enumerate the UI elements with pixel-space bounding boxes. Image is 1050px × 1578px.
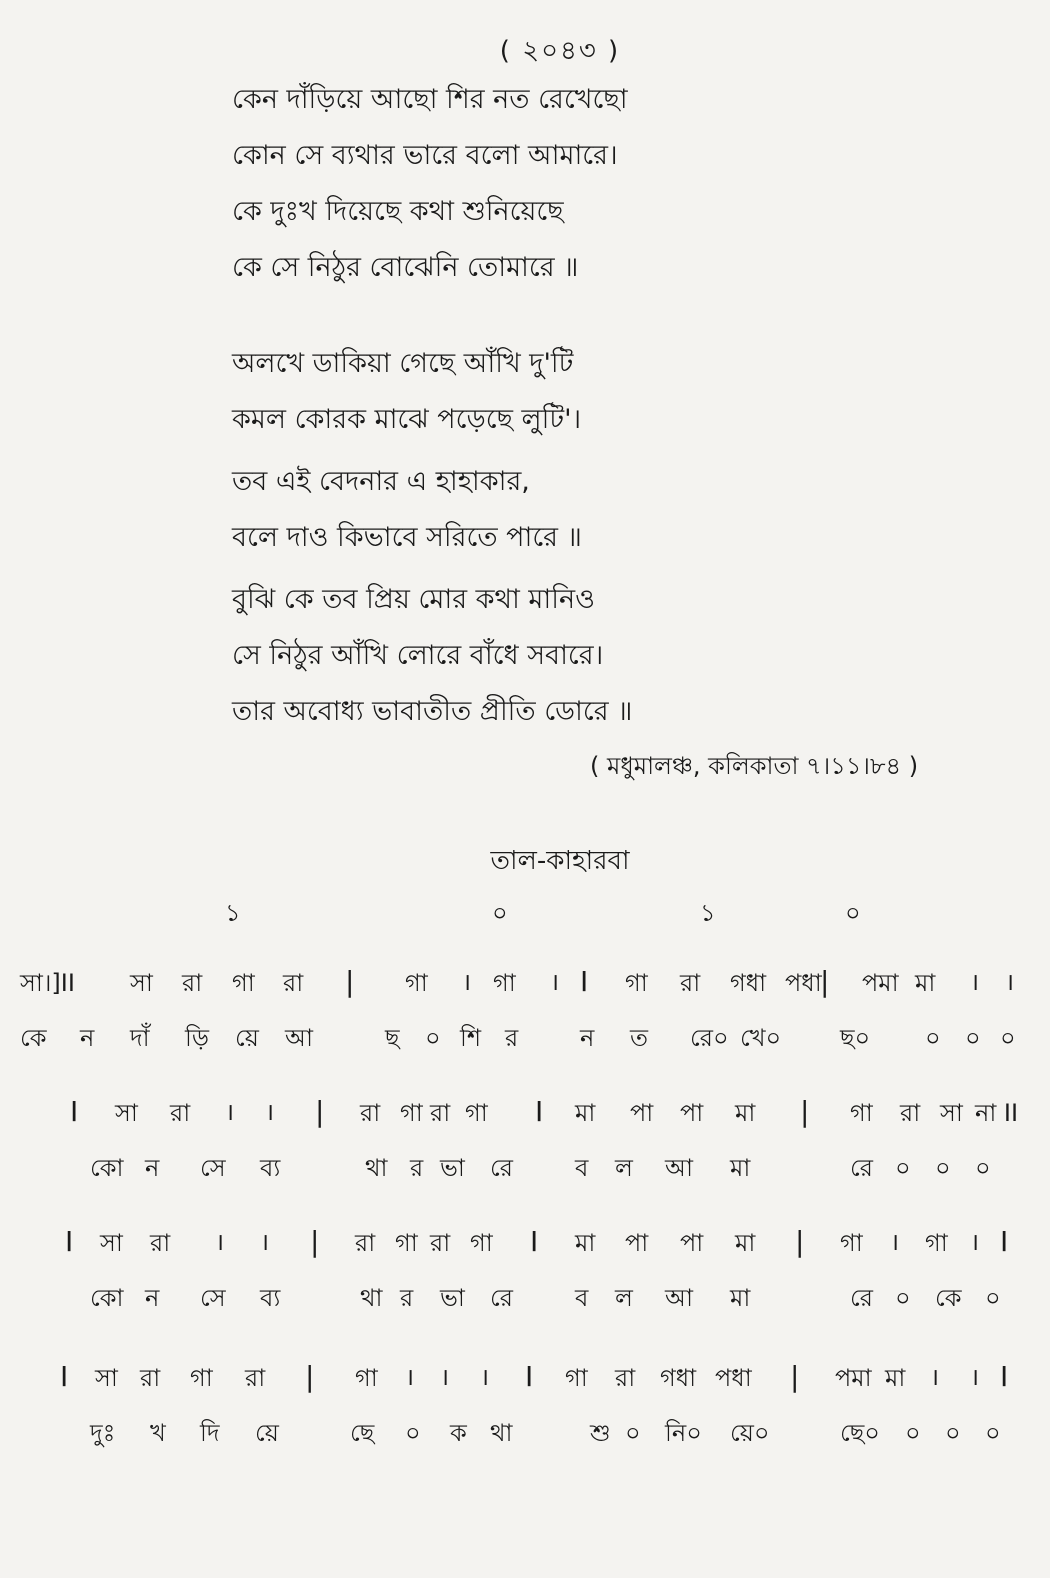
- lyric-syllable: ভা: [440, 1284, 465, 1312]
- swara-note: পমা: [862, 969, 899, 997]
- swara-note: মা: [735, 1099, 756, 1127]
- swara-note: রা: [150, 1229, 171, 1257]
- lyric-syllable: ব: [575, 1284, 589, 1312]
- lyric-syllable: আ: [285, 1024, 313, 1052]
- lyric-syllable: ০: [1000, 1024, 1016, 1052]
- lyric-syllable: ছে: [350, 1419, 375, 1447]
- swara-note: ।: [225, 1098, 235, 1126]
- lyric-syllable: র: [410, 1154, 424, 1182]
- lyric-syllable: য়ে: [235, 1024, 259, 1052]
- bar-line: |: [315, 1095, 325, 1128]
- bar-line: |: [820, 965, 830, 998]
- lyric-line: কে দুঃখ দিয়েছে কথা শুনিয়েছে: [232, 196, 564, 227]
- swara-note: ।: [550, 968, 560, 996]
- lyric-syllable: নি০: [665, 1419, 702, 1447]
- lyric-syllable: ক: [450, 1419, 467, 1447]
- lyric-syllable: খ: [150, 1419, 166, 1447]
- swara-note: ।: [260, 1228, 270, 1256]
- swara-note: ।: [970, 968, 980, 996]
- lyric-syllable: ন: [580, 1024, 595, 1052]
- swara-note: গা: [400, 1099, 423, 1127]
- bar-line: I: [65, 1225, 74, 1258]
- bar-line: I: [580, 965, 589, 998]
- lyric-syllable: ০: [425, 1024, 441, 1052]
- tala-title: তাল-কাহারবা: [490, 846, 630, 876]
- lyric-syllable: ০: [895, 1154, 911, 1182]
- lyric-syllable: ত: [630, 1024, 649, 1052]
- beat-marker: ০: [845, 899, 861, 927]
- lyric-syllable: খে০: [740, 1024, 782, 1052]
- swara-note: গা: [925, 1229, 948, 1257]
- swara-note: ।: [930, 1363, 940, 1391]
- lyric-syllable: র: [400, 1284, 414, 1312]
- lyric-syllable: ন: [80, 1024, 95, 1052]
- swara-note: গধা: [660, 1364, 697, 1392]
- lyric-syllable: ০: [985, 1284, 1001, 1312]
- lyric-syllable: শি: [460, 1024, 482, 1052]
- lyric-syllable: ০: [405, 1419, 421, 1447]
- swara-note: ।: [1005, 968, 1015, 996]
- lyric-syllable: ব্য: [260, 1284, 281, 1312]
- bar-line: I: [535, 1095, 544, 1128]
- swara-note: ।: [890, 1228, 900, 1256]
- swara-note: ।: [970, 1228, 980, 1256]
- swara-note: গা: [850, 1099, 873, 1127]
- lyric-syllable: মা: [730, 1154, 751, 1182]
- lyric-syllable: ০: [985, 1419, 1001, 1447]
- swara-note: সা: [95, 1364, 118, 1392]
- lyric-syllable: ড়ি: [185, 1024, 210, 1052]
- lyric-syllable: ন: [145, 1284, 160, 1312]
- lyric-syllable: কে: [20, 1024, 47, 1052]
- swara-note: গা: [355, 1364, 378, 1392]
- lyric-syllable: ০: [935, 1154, 951, 1182]
- swara-note: সা: [130, 969, 153, 997]
- swara-note: গা: [470, 1229, 493, 1257]
- bar-line: |: [800, 1095, 810, 1128]
- beat-marker: ১: [225, 899, 241, 927]
- lyric-syllable: ছ০: [840, 1024, 871, 1052]
- swara-note: রা: [140, 1364, 161, 1392]
- swara-note: ।: [462, 968, 472, 996]
- lyric-syllable: ০: [965, 1024, 981, 1052]
- attribution: ( মধুমালঞ্চ, কলিকাতা ৭।১১।৮৪ ): [590, 752, 919, 780]
- lyric-syllable: রে: [850, 1154, 873, 1182]
- lyric-line: তব এই বেদনার এ হাহাকার,: [232, 466, 530, 497]
- swara-note: মা: [575, 1099, 596, 1127]
- swara-note: সা: [940, 1099, 963, 1127]
- swara-note: গা: [625, 969, 648, 997]
- beat-marker: ০: [492, 899, 508, 927]
- lyric-syllable: থা: [490, 1419, 513, 1447]
- lyric-syllable: দাঁ: [130, 1024, 150, 1052]
- lyric-syllable: ল: [615, 1154, 633, 1182]
- bar-line: I: [530, 1225, 539, 1258]
- swara-note: ।: [440, 1363, 450, 1391]
- lyric-line: কে সে নিঠুর বোঝেনি তোমারে ॥: [232, 252, 579, 283]
- swara-note: মা: [735, 1229, 756, 1257]
- swara-note: পা: [625, 1229, 649, 1257]
- bar-line: I: [1000, 1225, 1009, 1258]
- bar-line: I: [1000, 1360, 1009, 1393]
- bar-line: I: [70, 1095, 79, 1128]
- swara-note: ।: [405, 1363, 415, 1391]
- lyric-syllable: রে: [850, 1284, 873, 1312]
- lyric-line: বুঝি কে তব প্রিয় মোর কথা মানিও: [232, 584, 595, 615]
- lyric-syllable: ব্য: [260, 1154, 281, 1182]
- swara-note: ।: [970, 1363, 980, 1391]
- lyric-syllable: আ: [665, 1154, 693, 1182]
- swara-note: সা: [100, 1229, 123, 1257]
- swara-note: না II: [975, 1099, 1019, 1127]
- lyric-syllable: ল: [615, 1284, 633, 1312]
- lyric-syllable: য়ে: [255, 1419, 279, 1447]
- swara-note: পমা: [835, 1364, 872, 1392]
- lyric-syllable: কে: [935, 1284, 962, 1312]
- lyric-syllable: ০: [975, 1154, 991, 1182]
- swara-note: ।: [480, 1363, 490, 1391]
- bar-line: |: [310, 1225, 320, 1258]
- lyric-line: কোন সে ব্যথার ভারে বলো আমারে।: [232, 140, 618, 171]
- lyric-syllable: মা: [730, 1284, 751, 1312]
- bar-line: |: [795, 1225, 805, 1258]
- swara-note: রা: [245, 1364, 266, 1392]
- lyric-syllable: আ: [665, 1284, 693, 1312]
- swara-note: পা: [680, 1229, 704, 1257]
- swara-note: রা: [615, 1364, 636, 1392]
- swara-note: গা: [232, 969, 255, 997]
- lyric-line: সে নিঠুর আঁখি লোরে বাঁধে সবারে।: [232, 640, 604, 671]
- song-lyrics: [232, 80, 932, 748]
- lyric-syllable: ব: [575, 1154, 589, 1182]
- lyric-syllable: দি: [200, 1419, 220, 1447]
- lyric-line: কমল কোরক মাঝে পড়েছে লুটি'।: [232, 404, 582, 435]
- page-number: ( ২০৪৩ ): [499, 36, 621, 66]
- swara-note: গা: [493, 969, 516, 997]
- lyric-syllable: রে: [490, 1154, 513, 1182]
- swara-note: গা: [395, 1229, 418, 1257]
- lyric-syllable: ছে০: [840, 1419, 880, 1447]
- bar-line: I: [525, 1360, 534, 1393]
- swara-note: গা: [405, 969, 428, 997]
- swara-note: ।: [215, 1228, 225, 1256]
- lyric-syllable: র: [505, 1024, 519, 1052]
- swara-note: মা: [915, 969, 936, 997]
- lyric-syllable: য়ে০: [730, 1419, 770, 1447]
- lyric-line: তার অবোধ্য ভাবাতীত প্রীতি ডোরে ॥: [232, 696, 633, 727]
- swara-note: রা: [355, 1229, 376, 1257]
- lyric-syllable: সে: [200, 1154, 226, 1182]
- lyric-syllable: ছ: [385, 1024, 400, 1052]
- lyric-syllable: ০: [625, 1419, 641, 1447]
- swara-note: রা: [430, 1099, 451, 1127]
- swara-note: পা: [680, 1099, 704, 1127]
- lyric-syllable: ০: [905, 1419, 921, 1447]
- swara-note: গা: [565, 1364, 588, 1392]
- lyric-syllable: রে: [490, 1284, 513, 1312]
- lyric-syllable: কো: [90, 1154, 124, 1182]
- lyric-line: বলে দাও কিভাবে সরিতে পারে ॥: [232, 522, 582, 553]
- lyric-syllable: কো: [90, 1284, 124, 1312]
- swara-note: রা: [283, 969, 304, 997]
- lyric-syllable: ভা: [440, 1154, 465, 1182]
- lyric-syllable: সে: [200, 1284, 226, 1312]
- lyric-syllable: দুঃ: [90, 1419, 116, 1447]
- swara-note: মা: [885, 1364, 906, 1392]
- swara-note: পধা: [785, 969, 822, 997]
- swara-note: রা: [680, 969, 701, 997]
- swara-note: রা: [360, 1099, 381, 1127]
- swara-note: রা: [430, 1229, 451, 1257]
- bar-line: |: [305, 1360, 315, 1393]
- bar-line: |: [345, 965, 355, 998]
- lyric-syllable: শু: [590, 1419, 611, 1447]
- swara-note: রা: [900, 1099, 921, 1127]
- swara-note: গা: [840, 1229, 863, 1257]
- swara-note: গধা: [730, 969, 767, 997]
- lyric-syllable: ন: [145, 1154, 160, 1182]
- swara-note: ।: [265, 1098, 275, 1126]
- lyric-line: কেন দাঁড়িয়ে আছো শির নত রেখেছো: [232, 84, 628, 115]
- lyric-syllable: ০: [925, 1024, 941, 1052]
- swara-note: মা: [575, 1229, 596, 1257]
- lyric-line: অলখে ডাকিয়া গেছে আঁখি দু'টি: [232, 348, 574, 379]
- bar-line: |: [790, 1360, 800, 1393]
- bar-line: I: [60, 1360, 69, 1393]
- lyric-syllable: থা: [360, 1284, 383, 1312]
- swara-note: পধা: [715, 1364, 752, 1392]
- beat-marker: ১: [700, 899, 716, 927]
- lyric-syllable: ০: [895, 1284, 911, 1312]
- lyric-syllable: থা: [365, 1154, 388, 1182]
- swara-note: সা: [115, 1099, 138, 1127]
- swara-note: গা: [190, 1364, 213, 1392]
- swara-note: রা: [170, 1099, 191, 1127]
- swara-note: গা: [465, 1099, 488, 1127]
- lyric-syllable: রে০: [690, 1024, 729, 1052]
- swara-note: পা: [630, 1099, 654, 1127]
- swara-note: রা: [182, 969, 203, 997]
- lyric-syllable: ০: [945, 1419, 961, 1447]
- swara-note: সা।]II: [20, 969, 75, 997]
